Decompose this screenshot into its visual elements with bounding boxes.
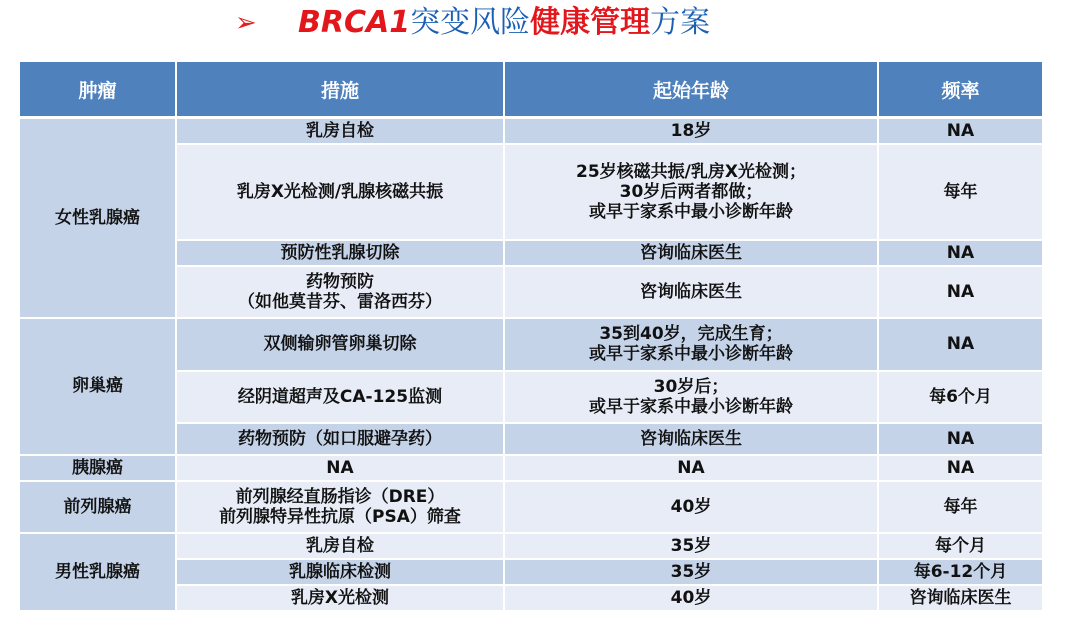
measure-cell: 经阴道超声及CA-125监测 (176, 371, 504, 423)
table-header-row (20, 62, 1042, 118)
table-row (20, 455, 1042, 481)
cancer-cell: 卵巢癌 (20, 318, 176, 455)
measure-cell: 药物预防（如口服避孕药） (176, 423, 504, 455)
age-cell: 18岁 (504, 118, 878, 144)
frequency-cell: 每个月 (878, 533, 1042, 559)
arrow-bullet-icon: ➢ (235, 8, 257, 38)
table-row (20, 118, 1042, 144)
age-cell: 35岁 (504, 559, 878, 585)
age-cell: 咨询临床医生 (504, 240, 878, 266)
table-row (20, 318, 1042, 371)
measure-cell: 预防性乳腺切除 (176, 240, 504, 266)
age-cell: 咨询临床医生 (504, 266, 878, 318)
frequency-cell: 咨询临床医生 (878, 585, 1042, 611)
header-measure: 措施 (176, 62, 504, 118)
header-start-age: 起始年龄 (504, 62, 878, 118)
frequency-cell: NA (878, 266, 1042, 318)
measure-cell: 乳腺临床检测 (176, 559, 504, 585)
frequency-cell: 每6个月 (878, 371, 1042, 423)
age-cell: 咨询临床医生 (504, 423, 878, 455)
age-cell: 25岁核磁共振/乳房X光检测； 30岁后两者都做； 或早于家系中最小诊断年龄 (504, 144, 878, 240)
frequency-cell: 每年 (878, 144, 1042, 240)
title-part-3: 方案 (650, 5, 711, 40)
cancer-cell: 前列腺癌 (20, 481, 176, 533)
cancer-cell: 胰腺癌 (20, 455, 176, 481)
measure-cell: 乳房自检 (176, 533, 504, 559)
measure-cell: 药物预防 （如他莫昔芬、雷洛西芬） (176, 266, 504, 318)
management-table (20, 62, 1042, 612)
table-row (20, 533, 1042, 559)
title-part-2: 健康管理 (530, 5, 651, 40)
age-cell: 40岁 (504, 585, 878, 611)
frequency-cell: NA (878, 318, 1042, 371)
age-cell: 40岁 (504, 481, 878, 533)
age-cell: 30岁后； 或早于家系中最小诊断年龄 (504, 371, 878, 423)
age-cell: 35到40岁，完成生育； 或早于家系中最小诊断年龄 (504, 318, 878, 371)
frequency-cell: NA (878, 240, 1042, 266)
frequency-cell: 每年 (878, 481, 1042, 533)
page-title (0, 0, 1080, 50)
age-cell: NA (504, 455, 878, 481)
age-cell: 35岁 (504, 533, 878, 559)
measure-cell: 乳房自检 (176, 118, 504, 144)
measure-cell: 双侧输卵管卵巢切除 (176, 318, 504, 371)
measure-cell: 前列腺经直肠指诊（DRE） 前列腺特异性抗原（PSA）筛查 (176, 481, 504, 533)
header-cancer: 肿瘤 (20, 62, 176, 118)
measure-cell: NA (176, 455, 504, 481)
header-frequency: 频率 (878, 62, 1042, 118)
cancer-cell: 男性乳腺癌 (20, 533, 176, 611)
title-part-1: 突变风险 (410, 5, 531, 40)
title-text (298, 0, 710, 46)
title-gene: BRCA1 (298, 5, 411, 40)
frequency-cell: NA (878, 423, 1042, 455)
measure-cell: 乳房X光检测/乳腺核磁共振 (176, 144, 504, 240)
table-row (20, 481, 1042, 533)
cancer-cell: 女性乳腺癌 (20, 118, 176, 318)
frequency-cell: 每6-12个月 (878, 559, 1042, 585)
frequency-cell: NA (878, 118, 1042, 144)
frequency-cell: NA (878, 455, 1042, 481)
measure-cell: 乳房X光检测 (176, 585, 504, 611)
